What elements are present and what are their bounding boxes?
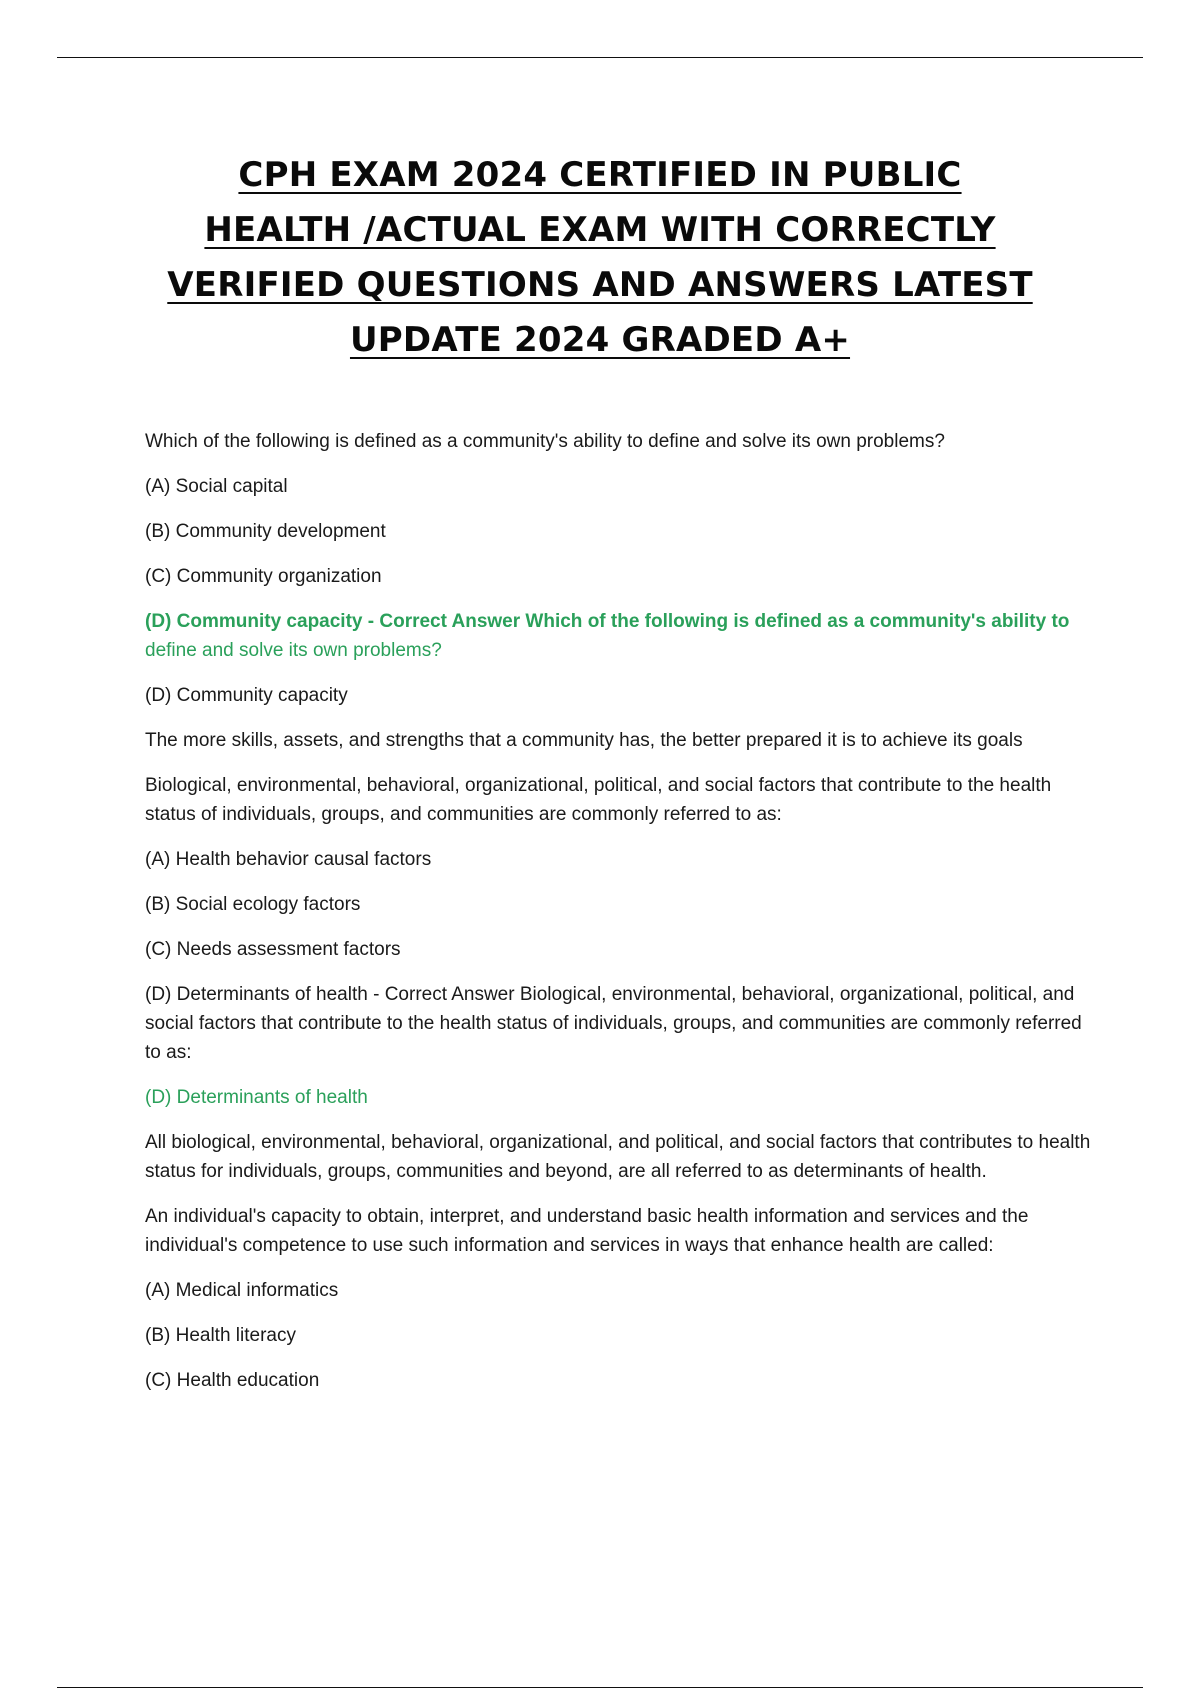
q1-answer-repeat: (D) Community capacity xyxy=(145,685,348,706)
q3-question: An individual's capacity to obtain, interpret, and understand basic health information and services and the individual's competence to use such information and services in ways that enhance health are called: xyxy=(145,1206,1029,1256)
document-title xyxy=(100,148,1100,368)
q2-option-a: (A) Health behavior causal factors xyxy=(145,849,432,870)
q2-explanation: All biological, environmental, behavioral, organizational, and political, and social factors that contributes to health status for individuals, groups, communities and beyond, are all referred to as determinants of health. xyxy=(145,1132,1091,1182)
q1-answer-rest: define and solve its own problems? xyxy=(145,640,442,661)
q1-option-a: (A) Social capital xyxy=(145,476,288,497)
q3-option-a: (A) Medical informatics xyxy=(145,1280,339,1301)
title-line-3: VERIFIED QUESTIONS AND ANSWERS LATEST xyxy=(167,265,1033,305)
q2-option-b: (B) Social ecology factors xyxy=(145,894,361,915)
q2-question: Biological, environmental, behavioral, organizational, political, and social factors that contribute to the health status of individuals, groups, and communities are commonly referred to as: xyxy=(145,775,1052,825)
q1-explanation: The more skills, assets, and strengths that a community has, the better prepared it is to achieve its goals xyxy=(145,730,1023,751)
title-line-4: UPDATE 2024 GRADED A+ xyxy=(349,320,851,360)
q2-answer: (D) Determinants of health - Correct Answer Biological, environmental, behavioral, organizational, political, and social factors that contribute to the health status of individuals, groups, and communities are commonly referred to as: xyxy=(145,984,1082,1063)
title-line-2: HEALTH /ACTUAL EXAM WITH CORRECTLY xyxy=(204,210,996,250)
q1-answer-bold: (D) Community capacity - Correct Answer Which of the following is defined as a community's ability to xyxy=(145,611,1070,632)
footer-rule xyxy=(57,1687,1143,1688)
q1-answer xyxy=(145,607,1095,665)
q3-option-b: (B) Health literacy xyxy=(145,1325,296,1346)
q1-option-c: (C) Community organization xyxy=(145,566,382,587)
q3-option-c: (C) Health education xyxy=(145,1370,320,1391)
q1-question: Which of the following is defined as a community's ability to define and solve its own problems? xyxy=(145,431,945,452)
document-body xyxy=(145,427,1095,1411)
title-line-1: CPH EXAM 2024 CERTIFIED IN PUBLIC xyxy=(238,155,962,195)
q2-option-c: (C) Needs assessment factors xyxy=(145,939,401,960)
header-rule xyxy=(57,57,1143,58)
q1-option-b: (B) Community development xyxy=(145,521,386,542)
q2-answer-repeat: (D) Determinants of health xyxy=(145,1087,368,1108)
